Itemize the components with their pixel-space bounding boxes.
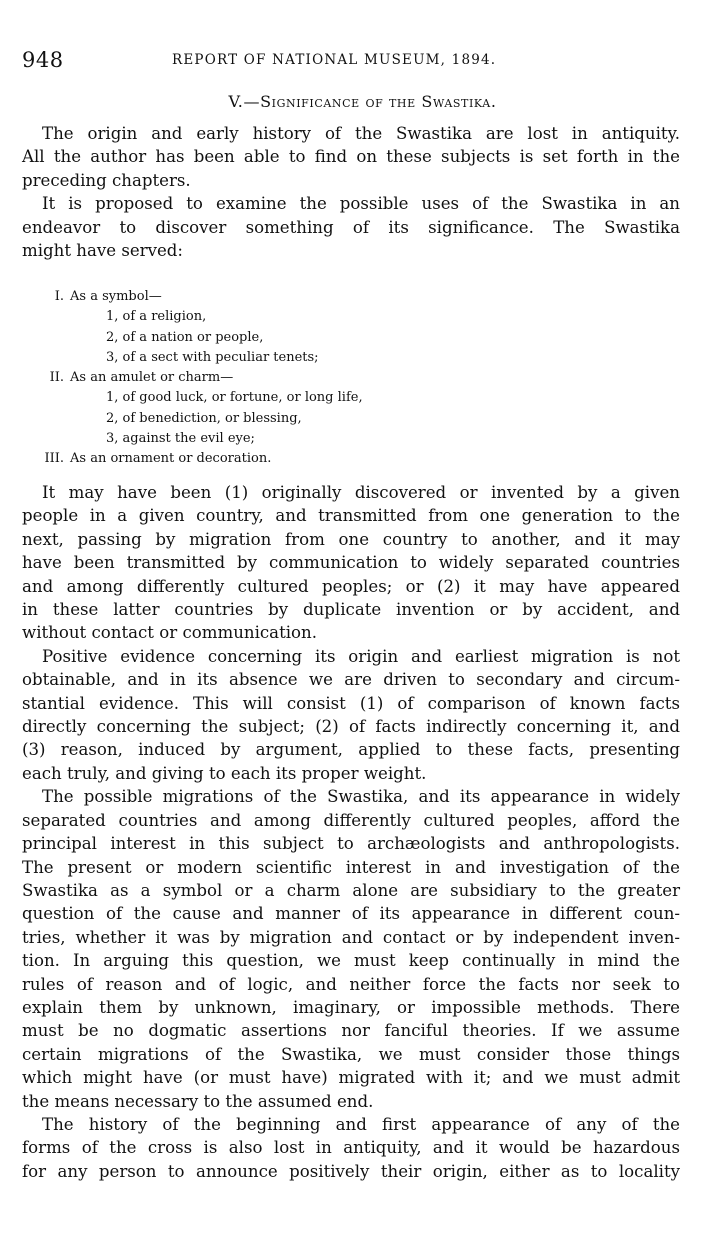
text-line: have been transmitted by communication to widely separated countries: [22, 553, 680, 573]
paragraph: [22, 192, 680, 262]
text-line: tries, whether it was by migration and contact or by independent inven-: [22, 927, 680, 947]
text-line: Positive evidence concerning its origin and earliest migration is not: [42, 646, 680, 666]
text-line: directly concerning the subject; (2) of facts indirectly concerning it, and: [22, 717, 680, 737]
list-item: 2, of benediction, or blessing,: [106, 410, 302, 426]
text-line: explain them by unknown, imaginary, or impossible methods. There: [22, 997, 680, 1017]
paragraph: [22, 645, 680, 785]
text-line: and among differently cultured peoples; or (2) it may have appeared: [22, 576, 680, 596]
text-line: people in a given country, and transmitted from one generation to the: [22, 506, 680, 526]
main-paragraphs: [22, 481, 680, 1183]
list-item: 1, of a religion,: [106, 309, 207, 325]
section-title: V.—Significance of the Swastika.: [228, 92, 497, 111]
text-line: tion. In arguing this question, we must keep continually in mind the: [22, 951, 680, 971]
list-item: 1, of good luck, or fortune, or long life,: [106, 390, 363, 406]
list-heading-text: As an ornament or decoration.: [70, 451, 272, 467]
roman-numeral: III.: [44, 451, 64, 467]
paragraph: [22, 1113, 680, 1183]
text-line: which might have (or must have) migrated with it; and we must admit: [22, 1068, 680, 1088]
text-line: The possible migrations of the Swastika, and its appearance in widely: [42, 787, 680, 807]
text-line: endeavor to discover something of its significance. The Swastika: [22, 217, 680, 237]
list-heading: [22, 368, 363, 388]
text-line: each truly, and giving to each its proper weight.: [22, 763, 427, 783]
list-heading: [22, 287, 363, 307]
text-line: It is proposed to examine the possible uses of the Swastika in an: [42, 194, 680, 214]
paragraph: [22, 785, 680, 1113]
text-line: obtainable, and in its absence we are driven to secondary and circum-: [22, 670, 680, 690]
list-heading-text: As a symbol—: [70, 289, 162, 304]
text-line: Swastika as a symbol or a charm alone are subsidiary to the greater: [22, 880, 680, 900]
roman-numeral: I.: [54, 289, 64, 304]
text-line: forms of the cross is also lost in antiquity, and it would be hazardous: [22, 1138, 680, 1158]
text-line: The origin and early history of the Swastika are lost in antiquity.: [42, 124, 680, 143]
paragraph: [22, 481, 680, 645]
text-line: The present or modern scientific interest in and investigation of the: [22, 857, 680, 877]
text-line: certain migrations of the Swastika, we must consider those things: [22, 1044, 680, 1064]
text-line: for any person to announce positively their origin, either as to locality: [22, 1161, 680, 1181]
text-line: question of the cause and manner of its appearance in different coun-: [22, 904, 680, 924]
roman-numeral: II.: [49, 370, 64, 386]
text-line: next, passing by migration from one country to another, and it may: [22, 529, 680, 549]
text-line: All the author has been able to find on these subjects is set forth in the: [22, 147, 680, 167]
list-heading-text: As an amulet or charm—: [70, 370, 234, 386]
page-number: 948: [22, 48, 64, 72]
list-item: 2, of a nation or people,: [106, 329, 264, 345]
text-line: The history of the beginning and first appearance of any of the: [42, 1114, 680, 1134]
text-line: in these latter countries by duplicate invention or by accident, and: [22, 600, 680, 620]
text-line: (3) reason, induced by argument, applied to these facts, presenting: [22, 740, 680, 760]
text-line: rules of reason and of logic, and neither force the facts nor seek to: [22, 974, 680, 994]
text-line: separated countries and among differently cultured peoples, afford the: [22, 810, 680, 830]
text-line: must be no dogmatic assertions nor fanciful theories. If we assume: [22, 1021, 680, 1041]
intro-paragraphs: [22, 122, 680, 262]
uses-list: [22, 287, 363, 470]
paragraph: [22, 122, 680, 192]
text-line: might have served:: [22, 241, 184, 261]
text-line: stantial evidence. This will consist (1) of comparison of known facts: [22, 693, 680, 713]
list-item: 3, of a sect with peculiar tenets;: [106, 349, 319, 365]
text-line: without contact or communication.: [22, 623, 318, 643]
running-head: REPORT OF NATIONAL MUSEUM, 1894.: [172, 52, 497, 68]
text-line: It may have been (1) originally discovered or invented by a given: [42, 483, 680, 502]
text-line: principal interest in this subject to archæologists and anthropologists.: [22, 834, 680, 854]
text-line: preceding chapters.: [22, 170, 191, 190]
list-item: 3, against the evil eye;: [106, 431, 255, 447]
running-header: [22, 48, 702, 72]
list-heading: [22, 449, 363, 469]
text-line: the means necessary to the assumed end.: [22, 1091, 374, 1111]
